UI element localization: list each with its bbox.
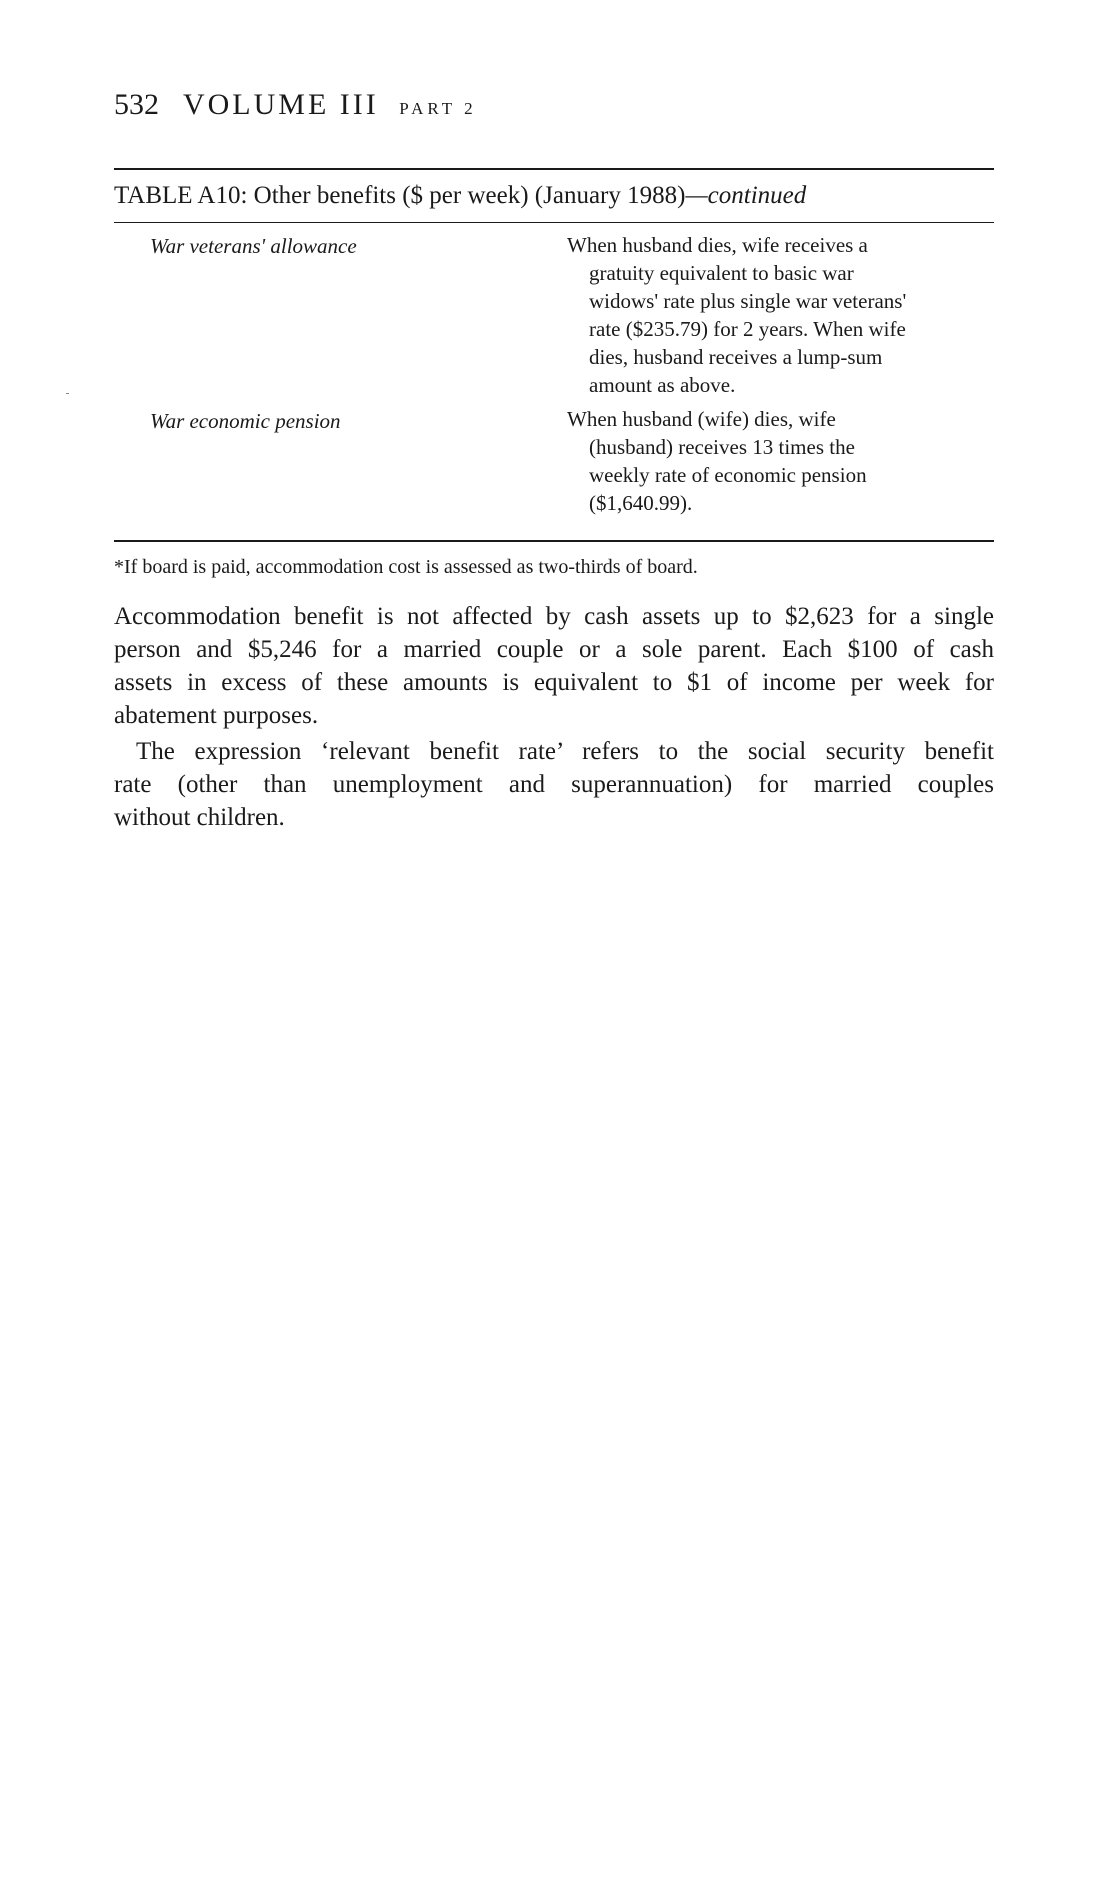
description-line: rate ($235.79) for 2 years. When wife xyxy=(589,317,906,341)
paragraph-line: The expression ‘relevant benefit rate’ refers to the social security benefit xyxy=(136,738,994,765)
row-label-war-veterans-allowance: War veterans' allowance xyxy=(150,234,357,258)
paragraph-line: assets in excess of these amounts is equivalent to $1 of income per week for xyxy=(114,669,994,696)
description-line: gratuity equivalent to basic war xyxy=(589,261,854,285)
table-title-continued: —continued xyxy=(685,182,807,209)
table-footnote: *If board is paid, accommodation cost is assessed as two-thirds of board. xyxy=(114,556,698,578)
running-head xyxy=(114,88,477,122)
table-header-rule xyxy=(114,222,994,223)
part-label: PART 2 xyxy=(399,99,477,118)
description-line: widows' rate plus single war veterans' xyxy=(589,289,907,313)
description-line: When husband dies, wife receives a xyxy=(567,233,868,257)
body-paragraph-1 xyxy=(114,600,994,732)
page-number: 532 xyxy=(114,88,159,121)
description-line: (husband) receives 13 times the xyxy=(589,435,855,459)
row-description-war-economic-pension xyxy=(567,405,987,517)
paragraph-line: abatement purposes. xyxy=(114,702,319,729)
description-line: dies, husband receives a lump-sum xyxy=(589,345,883,369)
table-title xyxy=(114,182,806,210)
description-line: When husband (wife) dies, wife xyxy=(567,407,836,431)
paragraph-line: Accommodation benefit is not affected by cash assets up to $2,623 for a single xyxy=(114,603,994,630)
row-label-war-economic-pension: War economic pension xyxy=(150,409,341,433)
paragraph-line: rate (other than unemployment and superannuation) for married couples xyxy=(114,771,994,798)
scan-mark xyxy=(66,393,69,394)
table-top-rule xyxy=(114,168,994,170)
paragraph-line: person and $5,246 for a married couple or a sole parent. Each $100 of cash xyxy=(114,636,994,663)
paragraph-line: without children. xyxy=(114,804,285,831)
description-line: amount as above. xyxy=(589,373,736,397)
table-bottom-rule xyxy=(114,540,994,542)
table-title-text: TABLE A10: Other benefits ($ per week) (January 1988) xyxy=(114,182,686,209)
body-paragraph-2 xyxy=(114,735,994,834)
description-line: ($1,640.99). xyxy=(589,491,693,515)
description-line: weekly rate of economic pension xyxy=(589,463,867,487)
row-description-war-veterans-allowance xyxy=(567,231,987,399)
volume-label: VOLUME III xyxy=(182,88,379,121)
